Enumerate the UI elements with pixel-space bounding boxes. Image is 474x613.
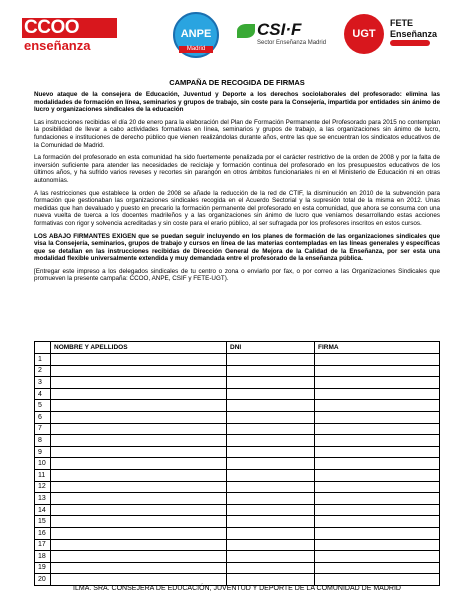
- swoosh-icon: [390, 40, 430, 46]
- table-row: [35, 469, 440, 481]
- dni-cell[interactable]: [227, 446, 315, 458]
- name-cell[interactable]: [51, 388, 227, 400]
- row-number: 7: [35, 423, 51, 435]
- signature-cell[interactable]: [315, 388, 440, 400]
- table-header-row: [35, 342, 440, 354]
- row-number: 1: [35, 354, 51, 366]
- table-row: [35, 423, 440, 435]
- demand-paragraph: LOS ABAJO FIRMANTES EXIGEN que se puedan seguir incluyendo en los planes de formación de las organizaciones sindicales que visa la Consejería, seminarios, grupos de trabajo y cursos en línea de las materias contempladas en las líneas generales y específicas que se detallan en las instrucciones recibidas de Dirección General de Mejora de la Calidad de la Enseñanza, por ser esta una modalidad flexible universalmente extendida y muy demandada entre el profesorado de la enseñanza pública.: [34, 232, 440, 263]
- signature-cell[interactable]: [315, 365, 440, 377]
- signature-table: [34, 341, 440, 586]
- table-row: [35, 504, 440, 516]
- logo-bar: [22, 12, 456, 64]
- column-header-name: NOMBRE Y APELLIDOS: [51, 342, 227, 354]
- signature-cell[interactable]: [315, 562, 440, 574]
- signature-cell[interactable]: [315, 516, 440, 528]
- anpe-logo-subtext: Madrid: [179, 46, 213, 53]
- dni-cell[interactable]: [227, 400, 315, 412]
- document-body: [34, 78, 440, 288]
- signature-cell[interactable]: [315, 411, 440, 423]
- table-row: [35, 411, 440, 423]
- name-cell[interactable]: [51, 354, 227, 366]
- name-cell[interactable]: [51, 446, 227, 458]
- dni-cell[interactable]: [227, 527, 315, 539]
- name-cell[interactable]: [51, 527, 227, 539]
- table-row: [35, 516, 440, 528]
- row-number: 9: [35, 446, 51, 458]
- signature-cell[interactable]: [315, 435, 440, 447]
- signature-cell[interactable]: [315, 377, 440, 389]
- dni-cell[interactable]: [227, 562, 315, 574]
- ccoo-logo-text: CCOO: [22, 18, 117, 38]
- name-cell[interactable]: [51, 423, 227, 435]
- csif-logo-text: CSI·F: [257, 20, 302, 39]
- leaf-icon: [237, 24, 255, 38]
- dni-cell[interactable]: [227, 377, 315, 389]
- row-number: 10: [35, 458, 51, 470]
- name-cell[interactable]: [51, 469, 227, 481]
- anpe-emblem-icon: [173, 12, 219, 58]
- page-title: CAMPAÑA DE RECOGIDA DE FIRMAS: [169, 78, 305, 87]
- row-number: 3: [35, 377, 51, 389]
- dni-cell[interactable]: [227, 458, 315, 470]
- table-row: [35, 354, 440, 366]
- name-cell[interactable]: [51, 435, 227, 447]
- dni-cell[interactable]: [227, 574, 315, 586]
- table-row: [35, 562, 440, 574]
- intro-paragraph: Nuevo ataque de la consejera de Educación, Juventud y Deporte a los derechos sociolaborales del profesorado: elimina las modalidades de formación en línea, seminarios y grupos de trabajo, sin coste para la Consejería, impartida por entidades sin ánimo de lucro y organizaciones sindicales de la educación: [34, 91, 440, 114]
- ugt-fete-logo: [344, 14, 456, 60]
- ccoo-logo-subtext: enseñanza: [24, 38, 91, 53]
- row-number: 2: [35, 365, 51, 377]
- row-number: 14: [35, 504, 51, 516]
- dni-cell[interactable]: [227, 516, 315, 528]
- table-row: [35, 365, 440, 377]
- row-number: 4: [35, 388, 51, 400]
- anpe-logo-text: ANPE: [180, 28, 212, 40]
- csif-logo-subtext: Sector Enseñanza Madrid: [257, 40, 327, 46]
- fete-logo-text: FETE: [390, 18, 414, 28]
- dni-cell[interactable]: [227, 388, 315, 400]
- csif-logo: [237, 20, 333, 56]
- name-cell[interactable]: [51, 493, 227, 505]
- instructions-paragraph: [Entregar este impreso a los delegados sindicales de tu centro o zona o enviarlo por fax, o por correo a las Organizaciones Sindicales que promueven la presente campaña: CCOO, ANPE, CSIF y FETE-UGT).: [34, 267, 440, 283]
- name-cell[interactable]: [51, 504, 227, 516]
- row-number: 5: [35, 400, 51, 412]
- dni-cell[interactable]: [227, 411, 315, 423]
- paragraph-2: La formación del profesorado en esta comunidad ha sido fuertemente penalizada por el carácter restrictivo de la orden de 2008 y por la falta de inversión suficiente para atender las necesidades de reciclaje y formación continua del profesorado en los presupuestos educativos de los últimos años, y ha sufrido varios reveses y recortes sin parangón en otros ámbitos funcionariales ni en el Ministerio de Educación ni en otras autonomías.: [34, 154, 440, 184]
- dni-cell[interactable]: [227, 493, 315, 505]
- signature-cell[interactable]: [315, 539, 440, 551]
- footer-addressee: ILMA. SRA. CONSEJERA DE EDUCACIÓN, JUVENTUD Y DEPORTE DE LA COMUNIDAD DE MADRID: [73, 585, 401, 592]
- name-cell[interactable]: [51, 551, 227, 563]
- dni-cell[interactable]: [227, 435, 315, 447]
- name-cell[interactable]: [51, 562, 227, 574]
- name-cell[interactable]: [51, 574, 227, 586]
- signature-cell[interactable]: [315, 446, 440, 458]
- dni-cell[interactable]: [227, 354, 315, 366]
- paragraph-1: Las instrucciones recibidas el día 20 de enero para la elaboración del Plan de Formación Permanente del Profesorado para 2015 no contemplan la posibilidad de llevar a cabo actividades formativas en línea, seminarios y grupos de trabajo, a las organizaciones sin ánimo de lucro, fundaciones e instituciones de derecho público que vienen realizándolas durante años, entre las que se encuentran los sindicatos educativos de la Comunidad de Madrid.: [34, 118, 440, 149]
- signature-cell[interactable]: [315, 458, 440, 470]
- name-cell[interactable]: [51, 516, 227, 528]
- table-row: [35, 377, 440, 389]
- table-row: [35, 388, 440, 400]
- signature-cell[interactable]: [315, 354, 440, 366]
- row-number: 19: [35, 562, 51, 574]
- table-row: [35, 493, 440, 505]
- table-row: [35, 446, 440, 458]
- table-row: [35, 400, 440, 412]
- signature-cell[interactable]: [315, 493, 440, 505]
- signature-cell[interactable]: [315, 527, 440, 539]
- dni-cell[interactable]: [227, 469, 315, 481]
- name-cell[interactable]: [51, 377, 227, 389]
- column-header-number: [35, 342, 51, 354]
- table-row: [35, 527, 440, 539]
- signature-cell[interactable]: [315, 400, 440, 412]
- name-cell[interactable]: [51, 400, 227, 412]
- ccoo-logo: [22, 18, 117, 56]
- signature-cell[interactable]: [315, 551, 440, 563]
- dni-cell[interactable]: [227, 423, 315, 435]
- signature-cell[interactable]: [315, 574, 440, 586]
- fete-logo-subtext: Enseñanza: [390, 29, 438, 39]
- name-cell[interactable]: [51, 365, 227, 377]
- dni-cell[interactable]: [227, 504, 315, 516]
- signature-cell[interactable]: [315, 469, 440, 481]
- name-cell[interactable]: [51, 411, 227, 423]
- table-row: [35, 481, 440, 493]
- table-row: [35, 435, 440, 447]
- row-number: 6: [35, 411, 51, 423]
- row-number: 12: [35, 481, 51, 493]
- row-number: 15: [35, 516, 51, 528]
- dni-cell[interactable]: [227, 481, 315, 493]
- row-number: 16: [35, 527, 51, 539]
- name-cell[interactable]: [51, 481, 227, 493]
- signature-cell[interactable]: [315, 481, 440, 493]
- row-number: 11: [35, 469, 51, 481]
- signature-cell[interactable]: [315, 504, 440, 516]
- column-header-signature: FIRMA: [315, 342, 440, 354]
- column-header-dni: DNI: [227, 342, 315, 354]
- table-row: [35, 539, 440, 551]
- dni-cell[interactable]: [227, 551, 315, 563]
- table-row: [35, 551, 440, 563]
- row-number: 18: [35, 551, 51, 563]
- row-number: 8: [35, 435, 51, 447]
- dni-cell[interactable]: [227, 539, 315, 551]
- row-number: 17: [35, 539, 51, 551]
- name-cell[interactable]: [51, 539, 227, 551]
- paragraph-3: A las restricciones que establece la orden de 2008 se añade la reducción de la red de CTIF, la disminución en 2010 de la subvención para formación que gestionaban las organizaciones sindicales recogida en el Acuerdo Sectorial y la supresión total de la misma en 2012. Unas medidas que han devaluado y puesto en precario la formación permanente del profesorado en esta comunidad, que ahora se consuma con una nueva vuelta de tuerca a los docentes madrileños y a las organizaciones sin ánimo de lucro que veníamos desarrollando estas acciones formativas con rigor y solvencia acreditadas y sin coste para el erario público, al ser sufragada por los profesores inscritos en estos cursos.: [34, 189, 440, 227]
- signature-rows: [35, 354, 440, 586]
- row-number: 13: [35, 493, 51, 505]
- name-cell[interactable]: [51, 458, 227, 470]
- ugt-emblem-icon: UGT: [344, 14, 384, 54]
- row-number: 20: [35, 574, 51, 586]
- dni-cell[interactable]: [227, 365, 315, 377]
- table-row: [35, 458, 440, 470]
- anpe-logo: [170, 12, 222, 62]
- table-row: [35, 574, 440, 586]
- signature-cell[interactable]: [315, 423, 440, 435]
